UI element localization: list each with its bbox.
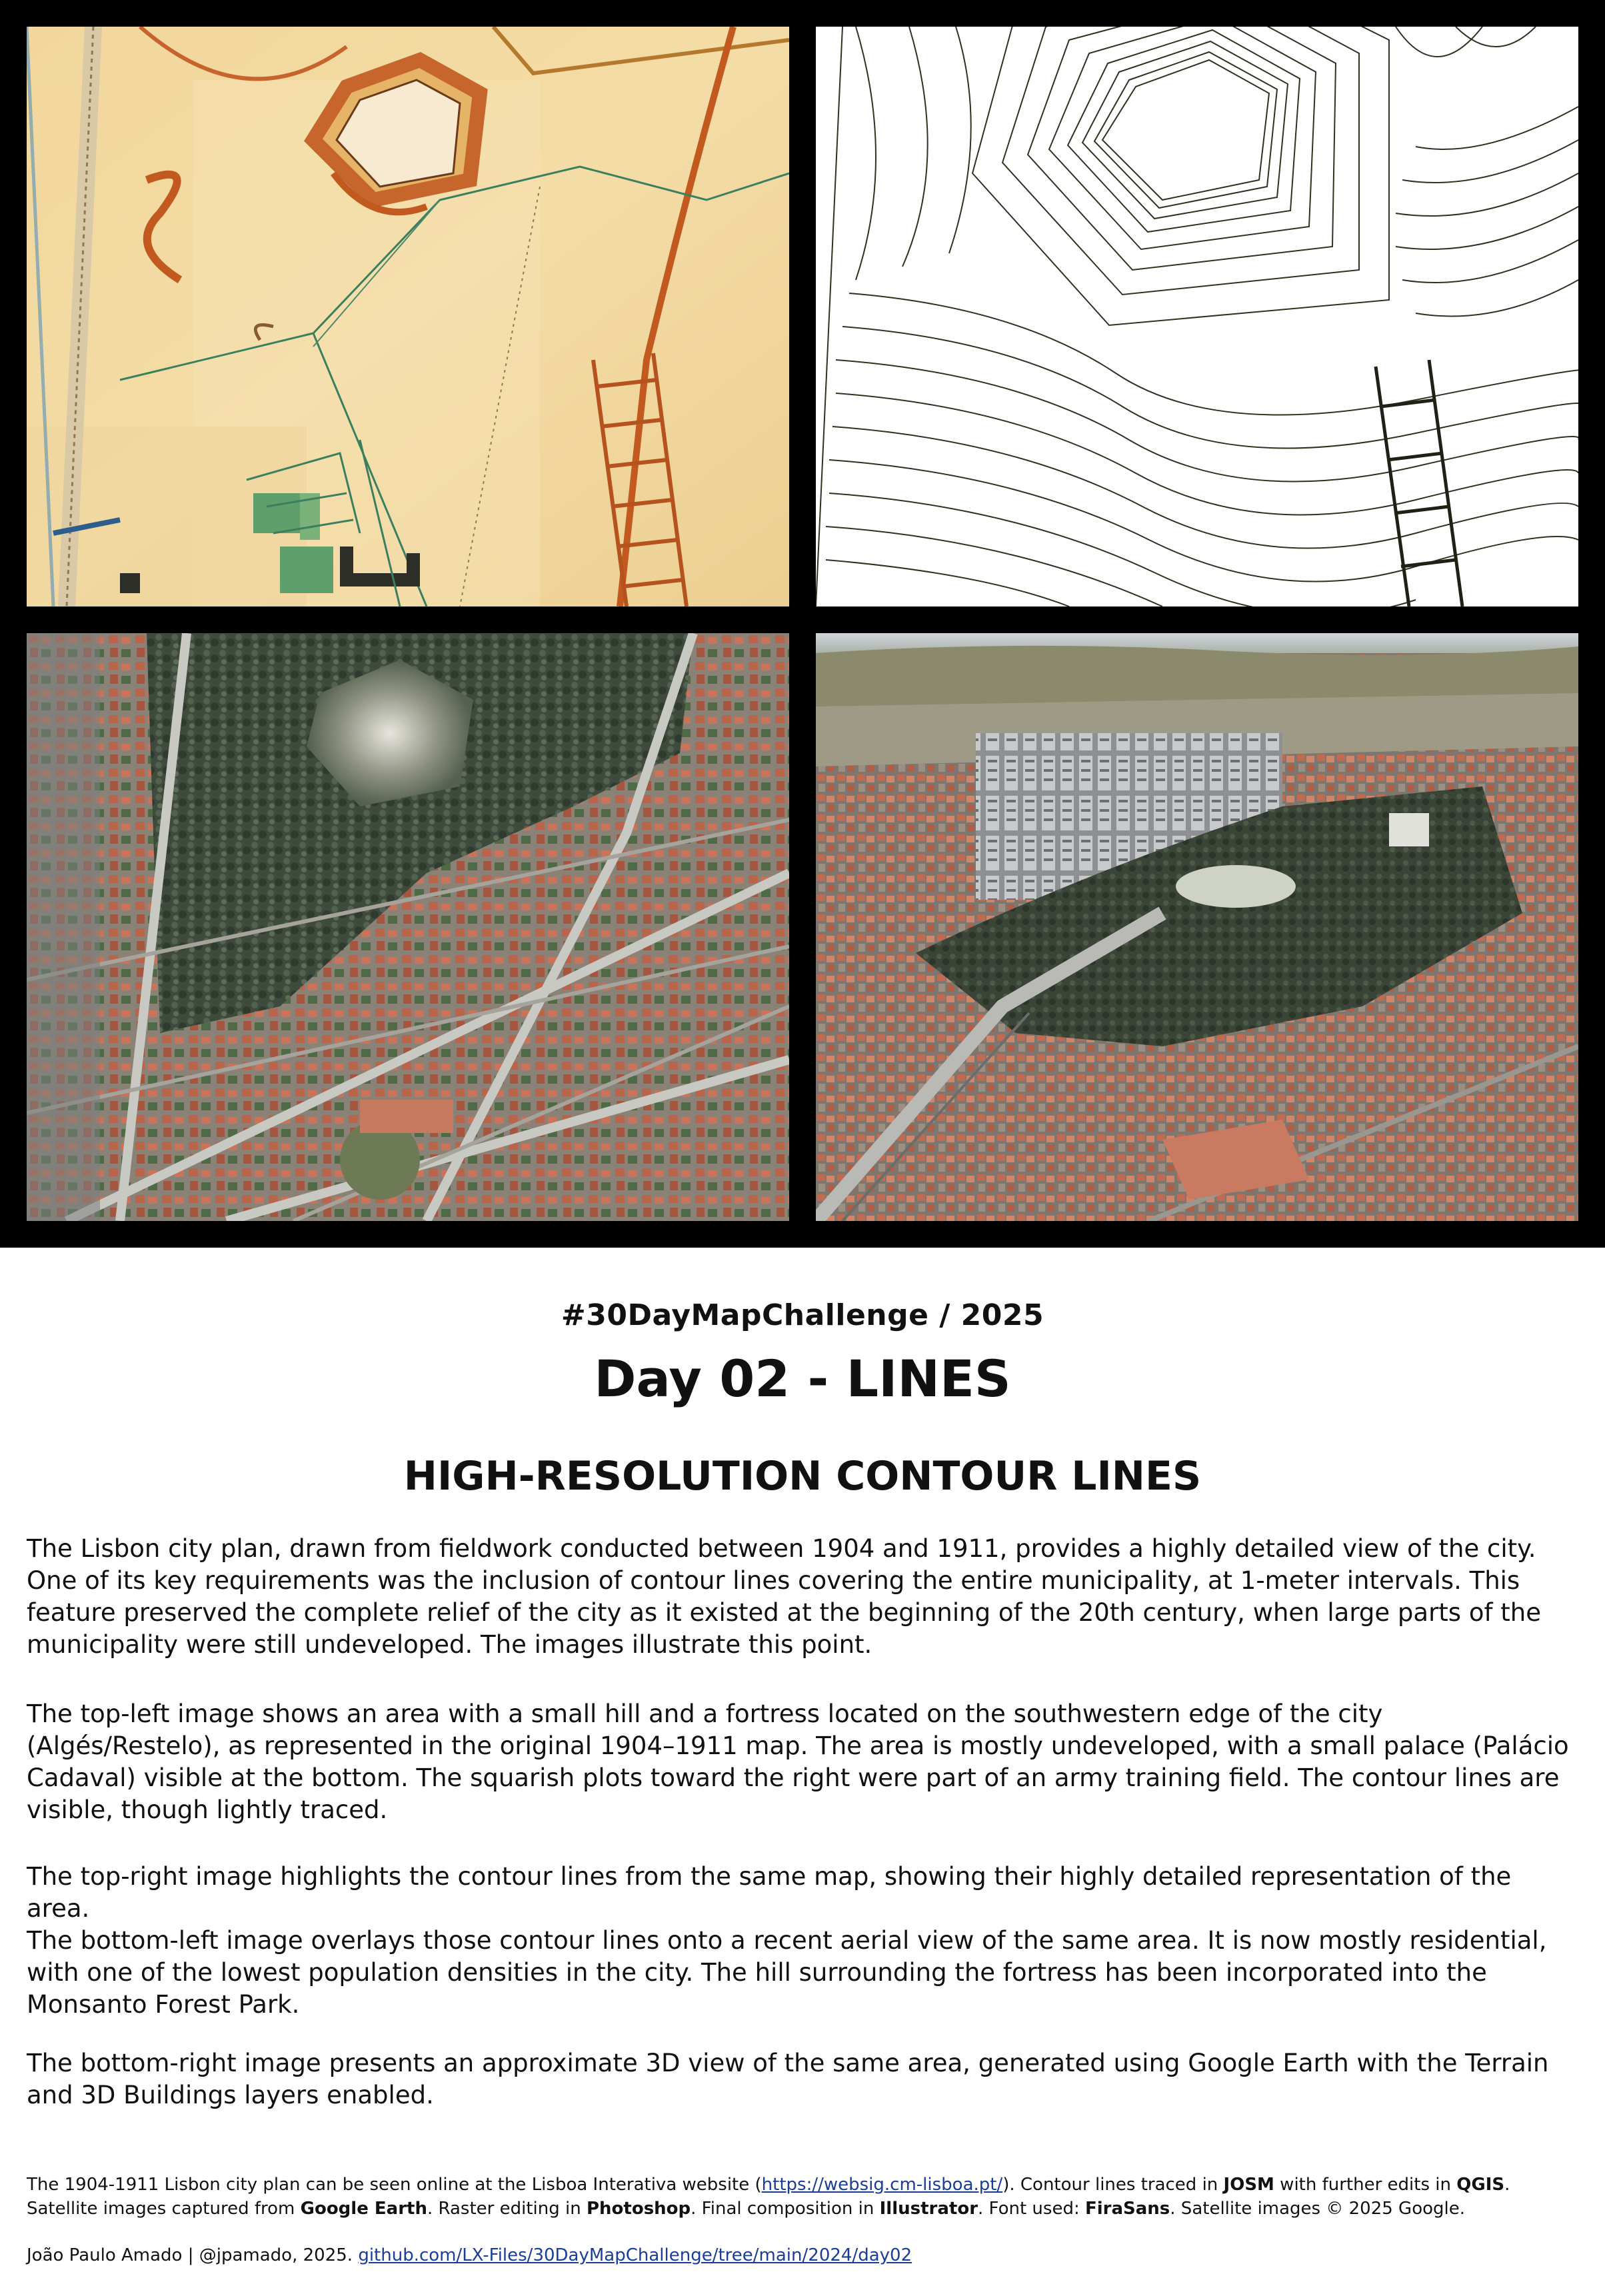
day-title: Day 02 - LINES <box>594 1349 1011 1408</box>
paragraph-top-left: The top-left image shows an area with a small hill and a fortress located on the southwestern edge of the city (Algés/Restelo), as represented in the original 1904–1911 map. The area is mostly undeveloped, with a small palace (Palácio Cadaval) visible at the bottom. The squarish plots toward the right were part of an army training field. The contour lines are visible, though lightly traced. <box>27 1700 1569 1824</box>
lisboa-interativa-link[interactable]: https://websig.cm-lisboa.pt/ <box>761 2175 1003 2195</box>
paragraph-intro: The Lisbon city plan, drawn from fieldwork conducted between 1904 and 1911, provides a highly detailed view of the city. One of its key requirements was the inclusion of contour lines covering the entire municipality, at 1-meter intervals. This feature preserved the complete relief of the city as it existed at the beginning of the 20th century, when large parts of the municipality were still undeveloped. The images illustrate this point. <box>27 1534 1541 1659</box>
contour-lines-image <box>816 27 1578 606</box>
github-repo-link[interactable]: github.com/LX-Files/30DayMapChallenge/tree/main/2024/day02 <box>358 2245 912 2265</box>
series-label: #30DayMapChallenge / 2025 <box>561 1298 1044 1332</box>
paragraph-bottom-left: The bottom-left image overlays those contour lines onto a recent aerial view of the same area. It is now mostly residential, with one of the lowest population densities in the city. The hill surrounding the fortress has been incorporated into the Monsanto Forest Park. <box>27 1926 1547 2019</box>
paragraph-top-right: The top-right image highlights the contour lines from the same map, showing their highly detailed representation of the area. <box>27 1862 1512 1923</box>
section-heading: HIGH-RESOLUTION CONTOUR LINES <box>403 1453 1202 1500</box>
historical-map-image <box>27 27 789 606</box>
aerial-view-image <box>27 633 789 1221</box>
google-earth-3d-image <box>816 633 1578 1221</box>
author-line <box>27 2243 1578 2267</box>
credits-text: The 1904-1911 Lisbon city plan can be seen online at the Lisboa Interativa website (https://websig.cm-lisboa.pt/). Contour lines traced in JOSM with further edits in QGIS. Satellite images captured from Google Earth. Raster editing in Photoshop. Final composition in Illustrator. Font used: FiraSans. Satellite images © 2025 Google. <box>27 2175 1510 2219</box>
author-name: João Paulo Amado | @jpamado, 2025. <box>27 2245 359 2265</box>
paragraph-bottom-right: The bottom-right image presents an approximate 3D view of the same area, generated using Google Earth with the Terrain and 3D Buildings layers enabled. <box>27 2049 1549 2109</box>
